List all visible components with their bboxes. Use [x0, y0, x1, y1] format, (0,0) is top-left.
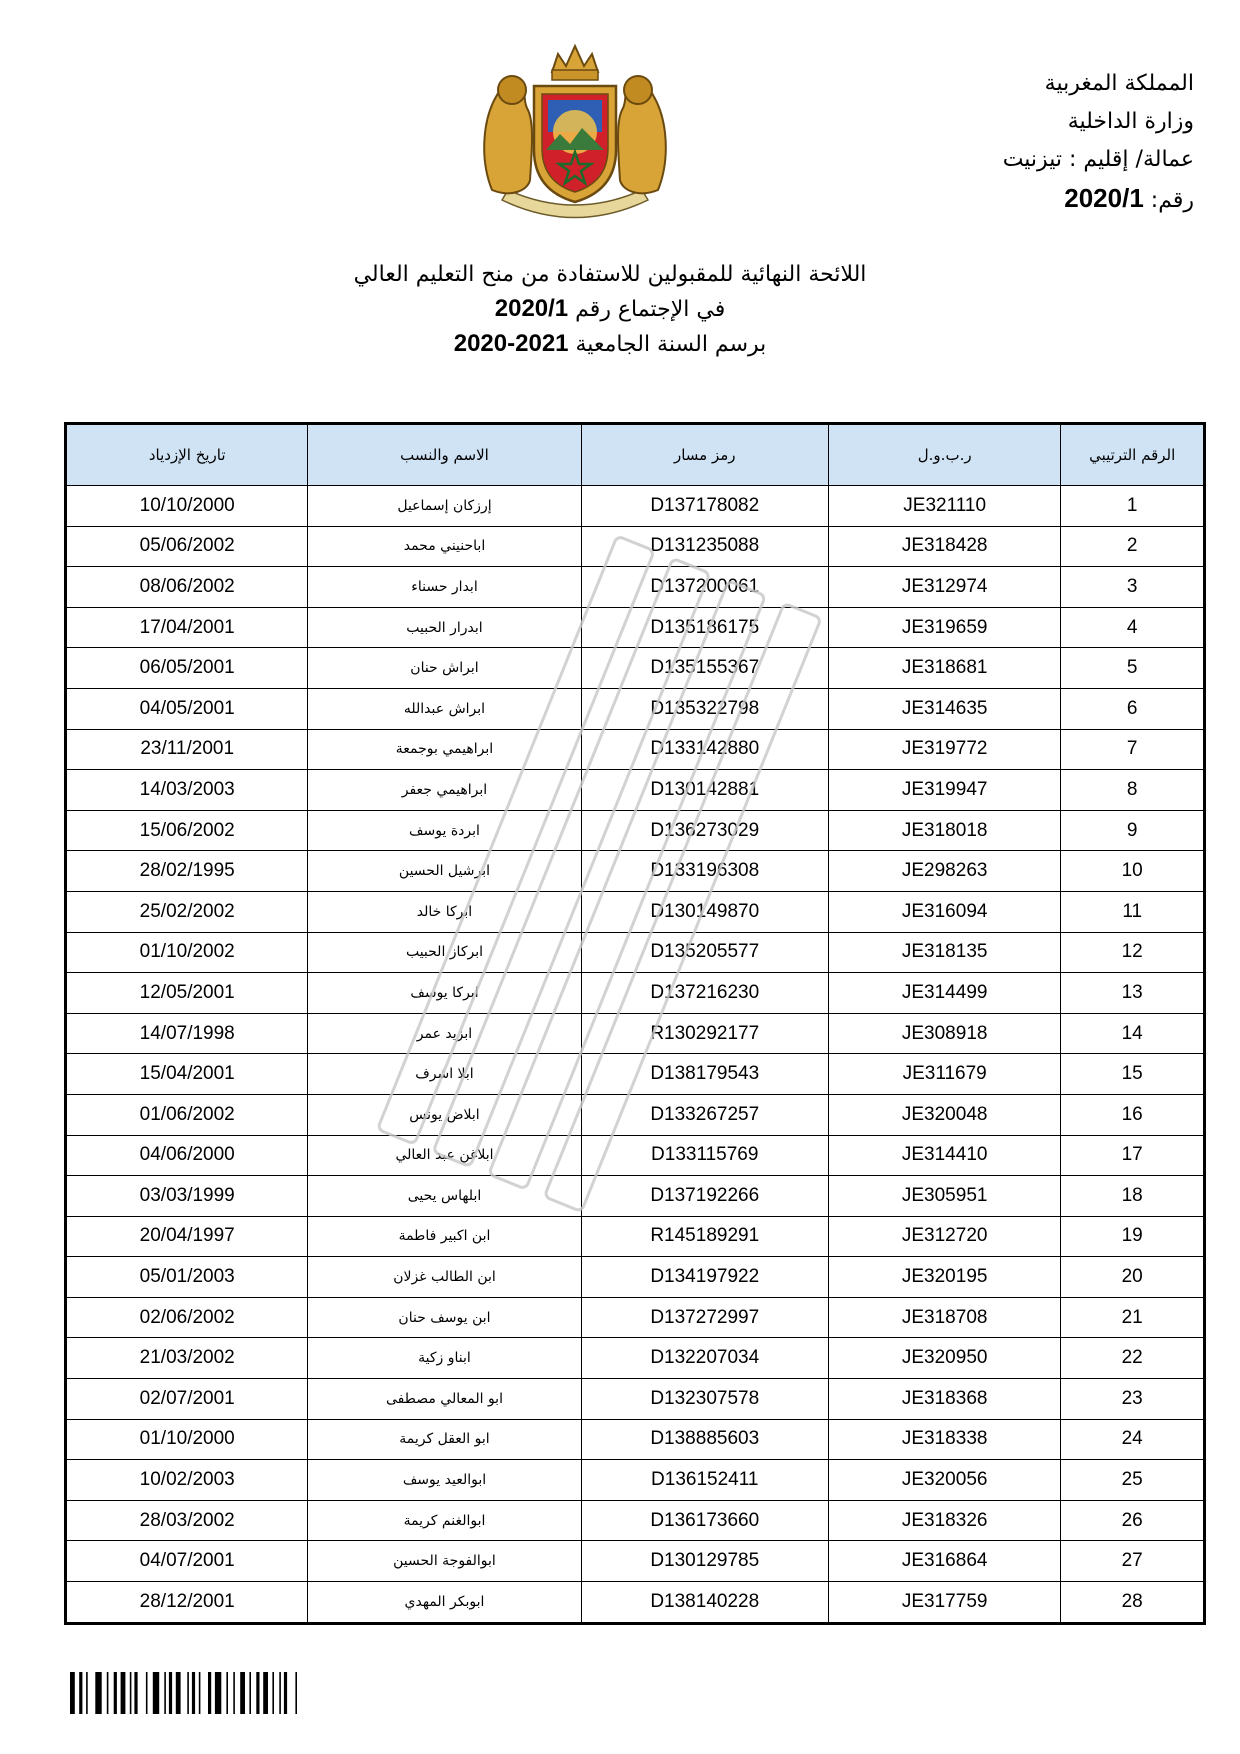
- cin-cell: JE298263: [828, 851, 1060, 892]
- cin-cell: JE319659: [828, 607, 1060, 648]
- name-cell: ابو العقل كريمة: [308, 1419, 581, 1460]
- reference-number: [874, 182, 1194, 217]
- barcode-bar: [79, 1672, 82, 1714]
- name-cell: ابراهيمي بوجمعة: [308, 729, 581, 770]
- rank-cell: 12: [1061, 932, 1205, 973]
- table-row: [66, 1297, 1205, 1338]
- birthdate-cell: 10/02/2003: [66, 1460, 308, 1501]
- cin-cell: JE318018: [828, 810, 1060, 851]
- cin-cell: JE318708: [828, 1297, 1060, 1338]
- massar-cell: D134197922: [581, 1257, 828, 1298]
- birthdate-cell: 28/03/2002: [66, 1500, 308, 1541]
- cin-cell: JE320195: [828, 1257, 1060, 1298]
- massar-cell: D131235088: [581, 526, 828, 567]
- cin-cell: JE318135: [828, 932, 1060, 973]
- name-cell: ابردة يوسف: [308, 810, 581, 851]
- birthdate-cell: 28/02/1995: [66, 851, 308, 892]
- rank-cell: 9: [1061, 810, 1205, 851]
- massar-cell: R145189291: [581, 1216, 828, 1257]
- cin-cell: JE316094: [828, 891, 1060, 932]
- table-row: [66, 1013, 1205, 1054]
- table-row: [66, 1379, 1205, 1420]
- table-row: [66, 891, 1205, 932]
- cin-cell: JE319772: [828, 729, 1060, 770]
- table-row: [66, 486, 1205, 527]
- name-cell: ابلا اشرف: [308, 1054, 581, 1095]
- cin-cell: JE318428: [828, 526, 1060, 567]
- birthdate-cell: 25/02/2002: [66, 891, 308, 932]
- name-cell: اباحنيني محمد: [308, 526, 581, 567]
- column-header-massar: رمز مسار: [581, 424, 828, 486]
- name-cell: ابركاز الحبيب: [308, 932, 581, 973]
- birthdate-cell: 20/04/1997: [66, 1216, 308, 1257]
- rank-cell: 22: [1061, 1338, 1205, 1379]
- name-cell: ابلهاس يحيى: [308, 1176, 581, 1217]
- kingdom-name: المملكة المغربية: [1044, 71, 1194, 96]
- birthdate-cell: 05/06/2002: [66, 526, 308, 567]
- birthdate-cell: 14/07/1998: [66, 1013, 308, 1054]
- table-row: [66, 688, 1205, 729]
- cin-cell: JE318338: [828, 1419, 1060, 1460]
- rank-cell: 17: [1061, 1135, 1205, 1176]
- cin-cell: JE321110: [828, 486, 1060, 527]
- barcode-bar: [233, 1672, 235, 1714]
- rank-cell: 25: [1061, 1460, 1205, 1501]
- rank-cell: 14: [1061, 1013, 1205, 1054]
- birthdate-cell: 10/10/2000: [66, 486, 308, 527]
- massar-cell: D136173660: [581, 1500, 828, 1541]
- cin-cell: JE312974: [828, 567, 1060, 608]
- barcode-bar: [107, 1672, 109, 1714]
- birthdate-cell: 01/10/2000: [66, 1419, 308, 1460]
- cin-cell: JE320056: [828, 1460, 1060, 1501]
- rank-cell: 18: [1061, 1176, 1205, 1217]
- barcode-bar: [192, 1672, 195, 1714]
- barcode-bar: [249, 1672, 251, 1714]
- barcode-bar: [272, 1672, 274, 1714]
- rank-cell: 21: [1061, 1297, 1205, 1338]
- birthdate-cell: 23/11/2001: [66, 729, 308, 770]
- table-row: [66, 1135, 1205, 1176]
- birthdate-cell: 05/01/2003: [66, 1257, 308, 1298]
- table-row: [66, 648, 1205, 689]
- barcode-bar: [153, 1672, 159, 1714]
- column-header-birthdate: تاريخ الإزدياد: [66, 424, 308, 486]
- table-row: [66, 932, 1205, 973]
- massar-cell: D138885603: [581, 1419, 828, 1460]
- name-cell: ابراش حنان: [308, 648, 581, 689]
- barcode-bar: [187, 1672, 189, 1714]
- massar-cell: D130129785: [581, 1541, 828, 1582]
- massar-cell: D132307578: [581, 1379, 828, 1420]
- name-cell: ابوالغنم كريمة: [308, 1500, 581, 1541]
- rank-cell: 6: [1061, 688, 1205, 729]
- birthdate-cell: 01/06/2002: [66, 1094, 308, 1135]
- cin-cell: JE318681: [828, 648, 1060, 689]
- birthdate-cell: 14/03/2003: [66, 770, 308, 811]
- massar-cell: D133267257: [581, 1094, 828, 1135]
- barcode-bar: [256, 1672, 259, 1714]
- name-cell: ابرشيل الحسين: [308, 851, 581, 892]
- rank-cell: 28: [1061, 1582, 1205, 1624]
- rank-cell: 19: [1061, 1216, 1205, 1257]
- rank-cell: 15: [1061, 1054, 1205, 1095]
- birthdate-cell: 15/04/2001: [66, 1054, 308, 1095]
- massar-cell: R130292177: [581, 1013, 828, 1054]
- massar-cell: D137192266: [581, 1176, 828, 1217]
- rank-cell: 8: [1061, 770, 1205, 811]
- table-row: [66, 810, 1205, 851]
- name-cell: ابركا يوسف: [308, 973, 581, 1014]
- reference-value: 2020/1: [1064, 183, 1144, 213]
- birthdate-cell: 02/07/2001: [66, 1379, 308, 1420]
- academic-year-label: برسم السنة الجامعية: [575, 332, 767, 357]
- academic-year: 2021-2020: [453, 330, 569, 357]
- meeting-label: في الإجتماع رقم: [575, 297, 726, 322]
- name-cell: ابن اكبير فاطمة: [308, 1216, 581, 1257]
- cin-cell: JE320048: [828, 1094, 1060, 1135]
- name-cell: ابدار حسناء: [308, 567, 581, 608]
- barcode-bar: [164, 1672, 166, 1714]
- barcode-bar: [121, 1672, 126, 1714]
- table-header-row: [66, 424, 1205, 486]
- massar-cell: D133115769: [581, 1135, 828, 1176]
- name-cell: ابن يوسف حنان: [308, 1297, 581, 1338]
- table-row: [66, 526, 1205, 567]
- cin-cell: JE318368: [828, 1379, 1060, 1420]
- table-row: [66, 567, 1205, 608]
- rank-cell: 20: [1061, 1257, 1205, 1298]
- rank-cell: 23: [1061, 1379, 1205, 1420]
- rank-cell: 5: [1061, 648, 1205, 689]
- birthdate-cell: 04/05/2001: [66, 688, 308, 729]
- name-cell: ابلاض يونس: [308, 1094, 581, 1135]
- birthdate-cell: 02/06/2002: [66, 1297, 308, 1338]
- name-cell: ابزيد عمر: [308, 1013, 581, 1054]
- barcode-bar: [176, 1672, 181, 1714]
- massar-cell: D135186175: [581, 607, 828, 648]
- beneficiaries-table: [64, 422, 1206, 1625]
- table-row: [66, 851, 1205, 892]
- table-row: [66, 1419, 1205, 1460]
- barcode-bar: [95, 1672, 101, 1714]
- rank-cell: 27: [1061, 1541, 1205, 1582]
- ministry-name: وزارة الداخلية: [1067, 109, 1194, 134]
- table-row: [66, 1541, 1205, 1582]
- massar-cell: D132207034: [581, 1338, 828, 1379]
- name-cell: ابراهيمي جعفر: [308, 770, 581, 811]
- massar-cell: D130142881: [581, 770, 828, 811]
- barcode-bar: [208, 1672, 211, 1714]
- rank-cell: 10: [1061, 851, 1205, 892]
- cin-cell: JE316864: [828, 1541, 1060, 1582]
- title-line-1: اللائحة النهائية للمقبولين للاستفادة من منح التعليم العالي: [353, 262, 867, 287]
- table-row: [66, 973, 1205, 1014]
- issuer-header: [874, 68, 1194, 223]
- massar-cell: D137178082: [581, 486, 828, 527]
- barcode-bar: [263, 1672, 268, 1714]
- cin-cell: JE314499: [828, 973, 1060, 1014]
- table-row: [66, 770, 1205, 811]
- table-row: [66, 1582, 1205, 1624]
- birthdate-cell: 28/12/2001: [66, 1582, 308, 1624]
- barcode-bar: [70, 1672, 75, 1714]
- table-body: [66, 486, 1205, 1624]
- cin-cell: JE320950: [828, 1338, 1060, 1379]
- birthdate-cell: 04/06/2000: [66, 1135, 308, 1176]
- column-header-cin: ر.ب.و.ل: [828, 424, 1060, 486]
- barcode-bar: [215, 1672, 221, 1714]
- table-row: [66, 1054, 1205, 1095]
- name-cell: ابوالفوجة الحسين: [308, 1541, 581, 1582]
- name-cell: ابو المعالي مصطفى: [308, 1379, 581, 1420]
- province-name: عمالة/ إقليم : تيزنيت: [1002, 147, 1194, 172]
- massar-cell: D137216230: [581, 973, 828, 1014]
- barcode-bar: [130, 1672, 132, 1714]
- massar-cell: D138179543: [581, 1054, 828, 1095]
- massar-cell: D133196308: [581, 851, 828, 892]
- massar-cell: D137200061: [581, 567, 828, 608]
- massar-cell: D135205577: [581, 932, 828, 973]
- barcode-bar: [284, 1672, 287, 1714]
- barcode-bar: [114, 1672, 117, 1714]
- cin-cell: JE314410: [828, 1135, 1060, 1176]
- barcode-bar: [146, 1672, 148, 1714]
- table-row: [66, 1338, 1205, 1379]
- barcode: [70, 1672, 430, 1714]
- column-header-name: الاسم والنسب: [308, 424, 581, 486]
- barcode-bar: [199, 1672, 201, 1714]
- name-cell: ابن الطالب غزلان: [308, 1257, 581, 1298]
- rank-cell: 16: [1061, 1094, 1205, 1135]
- massar-cell: D138140228: [581, 1582, 828, 1624]
- birthdate-cell: 08/06/2002: [66, 567, 308, 608]
- name-cell: ابدرار الحبيب: [308, 607, 581, 648]
- rank-cell: 1: [1061, 486, 1205, 527]
- table-row: [66, 1460, 1205, 1501]
- massar-cell: D136273029: [581, 810, 828, 851]
- table-row: [66, 1176, 1205, 1217]
- barcode-bar: [169, 1672, 172, 1714]
- document-title: [300, 258, 920, 362]
- rank-cell: 4: [1061, 607, 1205, 648]
- rank-cell: 11: [1061, 891, 1205, 932]
- table-row: [66, 1500, 1205, 1541]
- birthdate-cell: 01/10/2002: [66, 932, 308, 973]
- reference-label: رقم:: [1150, 188, 1194, 213]
- cin-cell: JE317759: [828, 1582, 1060, 1624]
- barcode-bar: [279, 1672, 281, 1714]
- rank-cell: 24: [1061, 1419, 1205, 1460]
- table-row: [66, 729, 1205, 770]
- birthdate-cell: 21/03/2002: [66, 1338, 308, 1379]
- coat-of-arms-emblem: [472, 40, 678, 226]
- rank-cell: 2: [1061, 526, 1205, 567]
- birthdate-cell: 15/06/2002: [66, 810, 308, 851]
- rank-cell: 3: [1061, 567, 1205, 608]
- rank-cell: 26: [1061, 1500, 1205, 1541]
- cin-cell: JE305951: [828, 1176, 1060, 1217]
- massar-cell: D130149870: [581, 891, 828, 932]
- title-line-3: [300, 327, 920, 362]
- massar-cell: D137272997: [581, 1297, 828, 1338]
- massar-cell: D136152411: [581, 1460, 828, 1501]
- column-header-rank: الرقم الترتيبي: [1061, 424, 1205, 486]
- barcode-bar: [295, 1672, 297, 1714]
- cin-cell: JE318326: [828, 1500, 1060, 1541]
- name-cell: ابوالعيد يوسف: [308, 1460, 581, 1501]
- meeting-number: 2020/1: [494, 295, 569, 322]
- barcode-bar: [134, 1672, 137, 1714]
- massar-cell: D135155367: [581, 648, 828, 689]
- name-cell: ابلاغن عبد العالي: [308, 1135, 581, 1176]
- name-cell: ابركا خالد: [308, 891, 581, 932]
- barcode-bar: [86, 1672, 88, 1714]
- cin-cell: JE314635: [828, 688, 1060, 729]
- cin-cell: JE312720: [828, 1216, 1060, 1257]
- cin-cell: JE311679: [828, 1054, 1060, 1095]
- title-line-2: [300, 292, 920, 327]
- barcode-bar: [226, 1672, 228, 1714]
- name-cell: ابناو زكية: [308, 1338, 581, 1379]
- table-row: [66, 607, 1205, 648]
- name-cell: إرزكان إسماعيل: [308, 486, 581, 527]
- name-cell: ابراش عبدالله: [308, 688, 581, 729]
- name-cell: ابوبكر المهدي: [308, 1582, 581, 1624]
- table-row: [66, 1094, 1205, 1135]
- birthdate-cell: 06/05/2001: [66, 648, 308, 689]
- table-row: [66, 1257, 1205, 1298]
- birthdate-cell: 17/04/2001: [66, 607, 308, 648]
- birthdate-cell: 12/05/2001: [66, 973, 308, 1014]
- table-row: [66, 1216, 1205, 1257]
- birthdate-cell: 03/03/1999: [66, 1176, 308, 1217]
- cin-cell: JE319947: [828, 770, 1060, 811]
- massar-cell: D133142880: [581, 729, 828, 770]
- birthdate-cell: 04/07/2001: [66, 1541, 308, 1582]
- barcode-bar: [240, 1672, 245, 1714]
- rank-cell: 7: [1061, 729, 1205, 770]
- rank-cell: 13: [1061, 973, 1205, 1014]
- massar-cell: D135322798: [581, 688, 828, 729]
- cin-cell: JE308918: [828, 1013, 1060, 1054]
